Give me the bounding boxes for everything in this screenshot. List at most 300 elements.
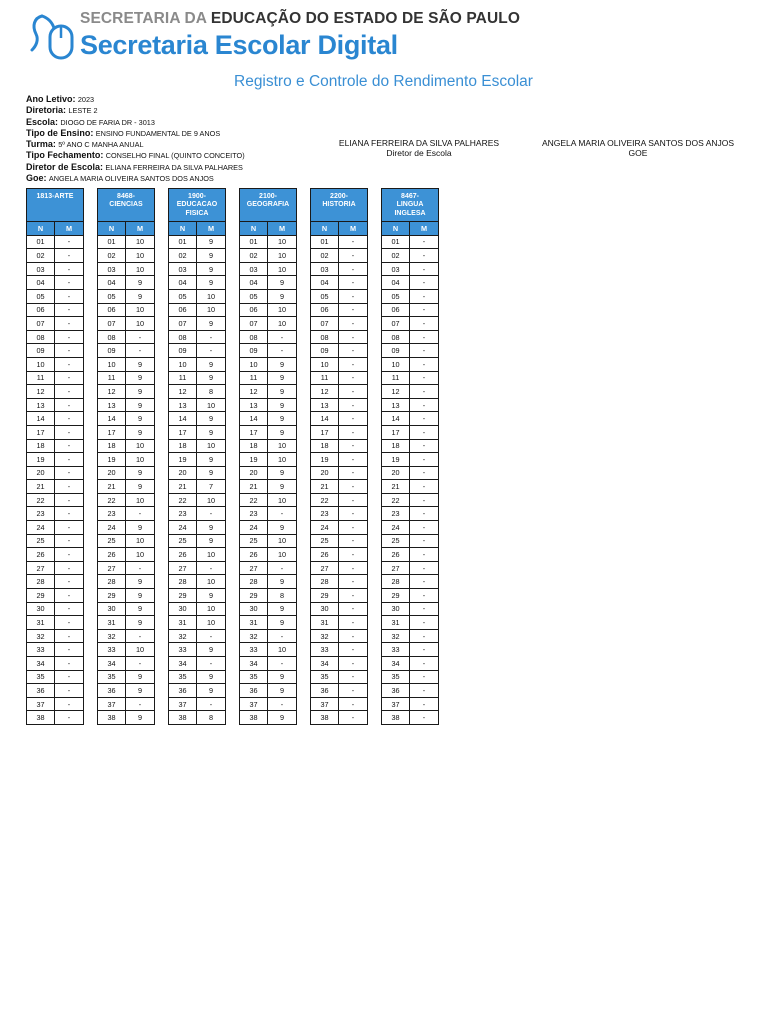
- column-gap: [84, 222, 98, 236]
- grade-cell: -: [197, 629, 226, 643]
- student-number: 35: [240, 670, 268, 684]
- student-number: 19: [169, 453, 197, 467]
- grade-cell: 9: [126, 425, 155, 439]
- student-number: 03: [311, 262, 339, 276]
- student-number: 17: [27, 425, 55, 439]
- grade-cell: -: [410, 303, 439, 317]
- student-number: 09: [382, 344, 410, 358]
- student-number: 18: [169, 439, 197, 453]
- table-row: [27, 575, 439, 589]
- column-gap: [84, 289, 98, 303]
- column-gap: [84, 480, 98, 494]
- student-number: 33: [240, 643, 268, 657]
- column-gap: [84, 344, 98, 358]
- grade-cell: 10: [126, 493, 155, 507]
- column-gap: [155, 575, 169, 589]
- student-number: 23: [27, 507, 55, 521]
- grade-cell: -: [126, 657, 155, 671]
- grade-cell: 9: [197, 249, 226, 263]
- grade-cell: -: [55, 589, 84, 603]
- grade-cell: -: [55, 330, 84, 344]
- student-number: 09: [27, 344, 55, 358]
- student-number: 20: [240, 466, 268, 480]
- student-number: 23: [98, 507, 126, 521]
- column-gap: [368, 276, 382, 290]
- column-gap: [155, 189, 169, 222]
- grade-cell: -: [55, 602, 84, 616]
- column-gap: [226, 222, 240, 236]
- column-gap: [368, 657, 382, 671]
- student-number: 20: [169, 466, 197, 480]
- table-row: [27, 466, 439, 480]
- column-gap: [155, 371, 169, 385]
- student-number: 22: [98, 493, 126, 507]
- grade-cell: 9: [268, 398, 297, 412]
- grade-cell: -: [410, 425, 439, 439]
- student-number: 34: [169, 657, 197, 671]
- table-row: [27, 711, 439, 725]
- student-number: 07: [169, 317, 197, 331]
- student-number: 33: [382, 643, 410, 657]
- column-gap: [84, 684, 98, 698]
- column-gap: [155, 521, 169, 535]
- grade-cell: -: [268, 697, 297, 711]
- grade-cell: -: [339, 303, 368, 317]
- student-number: 38: [169, 711, 197, 725]
- column-gap: [226, 670, 240, 684]
- student-number: 06: [382, 303, 410, 317]
- grade-cell: 9: [197, 521, 226, 535]
- column-gap: [226, 189, 240, 222]
- grade-cell: 10: [197, 548, 226, 562]
- table-row: [27, 249, 439, 263]
- column-gap: [84, 425, 98, 439]
- column-gap: [297, 589, 311, 603]
- grade-cell: 9: [197, 317, 226, 331]
- grade-cell: -: [410, 344, 439, 358]
- student-number: 13: [382, 398, 410, 412]
- student-number: 03: [27, 262, 55, 276]
- grade-cell: -: [410, 330, 439, 344]
- student-number: 26: [240, 548, 268, 562]
- column-gap: [297, 189, 311, 222]
- grade-cell: 9: [197, 412, 226, 426]
- column-gap: [297, 616, 311, 630]
- grade-cell: 10: [126, 453, 155, 467]
- column-gap: [226, 507, 240, 521]
- grade-cell: -: [55, 684, 84, 698]
- grade-cell: 9: [197, 589, 226, 603]
- info-tipo-ensino: Tipo de Ensino: ENSINO FUNDAMENTAL DE 9 ANOS: [26, 127, 221, 138]
- student-number: 10: [98, 357, 126, 371]
- signature-name: ANGELA MARIA OLIVEIRA SANTOS DOS ANJOS: [541, 138, 735, 148]
- table-row: [27, 385, 439, 399]
- grade-cell: -: [339, 317, 368, 331]
- student-number: 22: [169, 493, 197, 507]
- column-gap: [155, 303, 169, 317]
- grade-cell: -: [410, 589, 439, 603]
- column-gap: [84, 317, 98, 331]
- student-number: 38: [98, 711, 126, 725]
- column-gap: [155, 711, 169, 725]
- grade-cell: -: [197, 330, 226, 344]
- brand-prefix: SECRETARIA DA: [80, 10, 207, 27]
- grade-cell: 10: [197, 575, 226, 589]
- student-number: 32: [311, 629, 339, 643]
- column-gap: [368, 602, 382, 616]
- student-number: 22: [311, 493, 339, 507]
- table-row: [27, 561, 439, 575]
- student-number: 17: [169, 425, 197, 439]
- student-number: 37: [382, 697, 410, 711]
- grade-cell: 10: [126, 534, 155, 548]
- column-gap: [297, 289, 311, 303]
- student-number: 38: [382, 711, 410, 725]
- col-header-n: N: [311, 222, 339, 236]
- student-number: 13: [240, 398, 268, 412]
- column-gap: [84, 521, 98, 535]
- grade-cell: -: [339, 616, 368, 630]
- student-number: 13: [169, 398, 197, 412]
- grade-cell: -: [339, 643, 368, 657]
- grade-cell: -: [268, 507, 297, 521]
- student-number: 26: [27, 548, 55, 562]
- grade-cell: -: [339, 507, 368, 521]
- grade-cell: -: [197, 657, 226, 671]
- student-number: 11: [382, 371, 410, 385]
- info-escola: Escola: DIOGO DE FARIA DR - 3013: [26, 116, 155, 127]
- grade-cell: -: [339, 412, 368, 426]
- column-gap: [297, 548, 311, 562]
- grade-cell: -: [339, 262, 368, 276]
- student-number: 25: [240, 534, 268, 548]
- student-number: 08: [169, 330, 197, 344]
- column-gap: [155, 249, 169, 263]
- grade-cell: 9: [126, 711, 155, 725]
- grade-cell: 8: [268, 589, 297, 603]
- column-gap: [226, 330, 240, 344]
- student-number: 14: [382, 412, 410, 426]
- student-number: 21: [27, 480, 55, 494]
- column-gap: [155, 262, 169, 276]
- student-number: 21: [311, 480, 339, 494]
- column-gap: [297, 507, 311, 521]
- student-number: 12: [240, 385, 268, 399]
- grade-cell: 9: [197, 453, 226, 467]
- column-gap: [155, 548, 169, 562]
- grade-cell: 9: [126, 371, 155, 385]
- grade-cell: -: [339, 670, 368, 684]
- subject-header: 2200- HISTORIA: [311, 189, 368, 222]
- column-gap: [368, 711, 382, 725]
- table-row: [27, 439, 439, 453]
- column-gap: [155, 670, 169, 684]
- table-row: [27, 548, 439, 562]
- student-number: 10: [169, 357, 197, 371]
- column-gap: [155, 480, 169, 494]
- column-gap: [368, 616, 382, 630]
- table-row: [27, 344, 439, 358]
- column-gap: [368, 521, 382, 535]
- grade-cell: -: [55, 453, 84, 467]
- column-gap: [297, 711, 311, 725]
- column-gap: [84, 616, 98, 630]
- grade-cell: 9: [126, 276, 155, 290]
- student-number: 27: [311, 561, 339, 575]
- col-header-n: N: [27, 222, 55, 236]
- grade-cell: -: [339, 697, 368, 711]
- grade-cell: -: [410, 657, 439, 671]
- grade-cell: -: [410, 534, 439, 548]
- column-gap: [226, 534, 240, 548]
- column-gap: [226, 235, 240, 249]
- student-number: 11: [98, 371, 126, 385]
- student-number: 34: [311, 657, 339, 671]
- grade-cell: -: [55, 262, 84, 276]
- student-number: 02: [27, 249, 55, 263]
- table-row: [27, 697, 439, 711]
- student-number: 13: [98, 398, 126, 412]
- student-number: 08: [98, 330, 126, 344]
- column-gap: [155, 235, 169, 249]
- signature-role: GOE: [628, 148, 648, 158]
- grade-cell: -: [197, 561, 226, 575]
- student-number: 18: [240, 439, 268, 453]
- grade-cell: 10: [126, 249, 155, 263]
- student-number: 23: [169, 507, 197, 521]
- table-row: [27, 398, 439, 412]
- grade-cell: 9: [126, 602, 155, 616]
- student-number: 19: [27, 453, 55, 467]
- grade-cell: -: [410, 616, 439, 630]
- column-gap: [84, 507, 98, 521]
- grade-cell: 10: [197, 616, 226, 630]
- grade-cell: -: [126, 561, 155, 575]
- student-number: 35: [311, 670, 339, 684]
- grade-cell: 7: [197, 480, 226, 494]
- column-gap: [155, 412, 169, 426]
- grade-cell: -: [339, 330, 368, 344]
- student-number: 31: [98, 616, 126, 630]
- column-gap: [155, 330, 169, 344]
- column-gap: [368, 534, 382, 548]
- grade-cell: 9: [126, 357, 155, 371]
- student-number: 03: [240, 262, 268, 276]
- student-number: 31: [169, 616, 197, 630]
- column-gap: [155, 385, 169, 399]
- student-number: 28: [382, 575, 410, 589]
- info-turma: Turma: 5º ANO C MANHA ANUAL: [26, 139, 144, 150]
- student-number: 28: [169, 575, 197, 589]
- student-number: 25: [311, 534, 339, 548]
- grade-cell: -: [410, 398, 439, 412]
- grade-cell: -: [410, 643, 439, 657]
- table-row: [27, 262, 439, 276]
- student-number: 29: [311, 589, 339, 603]
- student-number: 22: [382, 493, 410, 507]
- column-gap: [155, 357, 169, 371]
- student-number: 37: [98, 697, 126, 711]
- grade-cell: -: [55, 439, 84, 453]
- grade-cell: 9: [126, 466, 155, 480]
- student-number: 24: [98, 521, 126, 535]
- student-number: 05: [311, 289, 339, 303]
- student-number: 36: [240, 684, 268, 698]
- column-gap: [297, 466, 311, 480]
- table-row: [27, 534, 439, 548]
- student-number: 32: [240, 629, 268, 643]
- student-number: 27: [240, 561, 268, 575]
- student-number: 29: [382, 589, 410, 603]
- grade-cell: -: [55, 711, 84, 725]
- column-gap: [84, 235, 98, 249]
- student-number: 31: [27, 616, 55, 630]
- grade-cell: -: [410, 548, 439, 562]
- column-gap: [368, 371, 382, 385]
- column-gap: [368, 466, 382, 480]
- grade-cell: -: [339, 629, 368, 643]
- grade-cell: -: [410, 453, 439, 467]
- student-number: 36: [382, 684, 410, 698]
- grade-cell: -: [339, 589, 368, 603]
- student-number: 08: [382, 330, 410, 344]
- column-gap: [155, 425, 169, 439]
- student-number: 28: [98, 575, 126, 589]
- grade-cell: -: [55, 466, 84, 480]
- student-number: 06: [240, 303, 268, 317]
- table-row: [27, 629, 439, 643]
- grade-cell: -: [55, 425, 84, 439]
- column-gap: [155, 616, 169, 630]
- column-gap: [226, 371, 240, 385]
- column-gap: [84, 439, 98, 453]
- student-number: 01: [311, 235, 339, 249]
- column-gap: [368, 548, 382, 562]
- table-row: [27, 317, 439, 331]
- student-number: 29: [27, 589, 55, 603]
- student-number: 07: [27, 317, 55, 331]
- grade-cell: -: [55, 629, 84, 643]
- grade-cell: 9: [268, 276, 297, 290]
- table-row: [27, 684, 439, 698]
- column-gap: [368, 249, 382, 263]
- grade-cell: -: [55, 371, 84, 385]
- student-number: 14: [240, 412, 268, 426]
- student-number: 17: [382, 425, 410, 439]
- grade-cell: 10: [197, 439, 226, 453]
- student-number: 37: [240, 697, 268, 711]
- column-gap: [368, 453, 382, 467]
- column-gap: [84, 575, 98, 589]
- col-header-n: N: [98, 222, 126, 236]
- column-gap: [226, 697, 240, 711]
- column-gap: [84, 629, 98, 643]
- student-number: 35: [27, 670, 55, 684]
- column-gap: [297, 575, 311, 589]
- column-gap: [84, 303, 98, 317]
- grade-cell: 10: [268, 317, 297, 331]
- student-number: 10: [240, 357, 268, 371]
- grade-cell: 9: [268, 575, 297, 589]
- column-gap: [226, 589, 240, 603]
- student-number: 30: [27, 602, 55, 616]
- grade-cell: -: [410, 276, 439, 290]
- grade-cell: -: [410, 697, 439, 711]
- grade-cell: 9: [268, 521, 297, 535]
- column-gap: [155, 317, 169, 331]
- table-row: [27, 425, 439, 439]
- grade-cell: -: [410, 235, 439, 249]
- grade-cell: -: [339, 357, 368, 371]
- grade-cell: -: [55, 249, 84, 263]
- student-number: 19: [240, 453, 268, 467]
- student-number: 19: [382, 453, 410, 467]
- column-gap: [155, 534, 169, 548]
- grade-cell: -: [410, 439, 439, 453]
- student-number: 12: [27, 385, 55, 399]
- column-gap: [84, 189, 98, 222]
- student-number: 29: [240, 589, 268, 603]
- column-gap: [368, 385, 382, 399]
- column-gap: [368, 561, 382, 575]
- grade-cell: 9: [268, 412, 297, 426]
- student-number: 26: [382, 548, 410, 562]
- student-number: 23: [382, 507, 410, 521]
- student-number: 24: [240, 521, 268, 535]
- grade-cell: 9: [197, 534, 226, 548]
- grade-cell: 9: [126, 398, 155, 412]
- student-number: 04: [98, 276, 126, 290]
- grade-cell: 10: [268, 453, 297, 467]
- grade-cell: 10: [268, 643, 297, 657]
- brand-suffix: EDUCAÇÃO DO ESTADO DE SÃO PAULO: [210, 10, 520, 27]
- student-number: 26: [311, 548, 339, 562]
- student-number: 37: [169, 697, 197, 711]
- column-gap: [297, 670, 311, 684]
- student-number: 32: [98, 629, 126, 643]
- grade-cell: 9: [268, 480, 297, 494]
- student-number: 11: [240, 371, 268, 385]
- column-gap: [155, 493, 169, 507]
- mouse-with-cable-icon: [28, 12, 78, 62]
- student-number: 21: [240, 480, 268, 494]
- grade-cell: -: [410, 357, 439, 371]
- grade-cell: -: [339, 711, 368, 725]
- grade-cell: -: [55, 276, 84, 290]
- grade-cell: -: [339, 276, 368, 290]
- grade-cell: -: [339, 371, 368, 385]
- column-gap: [84, 453, 98, 467]
- column-gap: [84, 697, 98, 711]
- column-gap: [368, 643, 382, 657]
- student-number: 14: [169, 412, 197, 426]
- grade-cell: 10: [197, 398, 226, 412]
- column-gap: [297, 521, 311, 535]
- student-number: 07: [382, 317, 410, 331]
- grade-cell: -: [339, 235, 368, 249]
- student-number: 10: [311, 357, 339, 371]
- column-gap: [84, 412, 98, 426]
- student-number: 20: [311, 466, 339, 480]
- column-gap: [155, 222, 169, 236]
- student-number: 22: [240, 493, 268, 507]
- grade-cell: -: [55, 303, 84, 317]
- column-gap: [155, 289, 169, 303]
- table-row: [27, 670, 439, 684]
- student-number: 33: [27, 643, 55, 657]
- column-gap: [226, 521, 240, 535]
- column-gap: [297, 385, 311, 399]
